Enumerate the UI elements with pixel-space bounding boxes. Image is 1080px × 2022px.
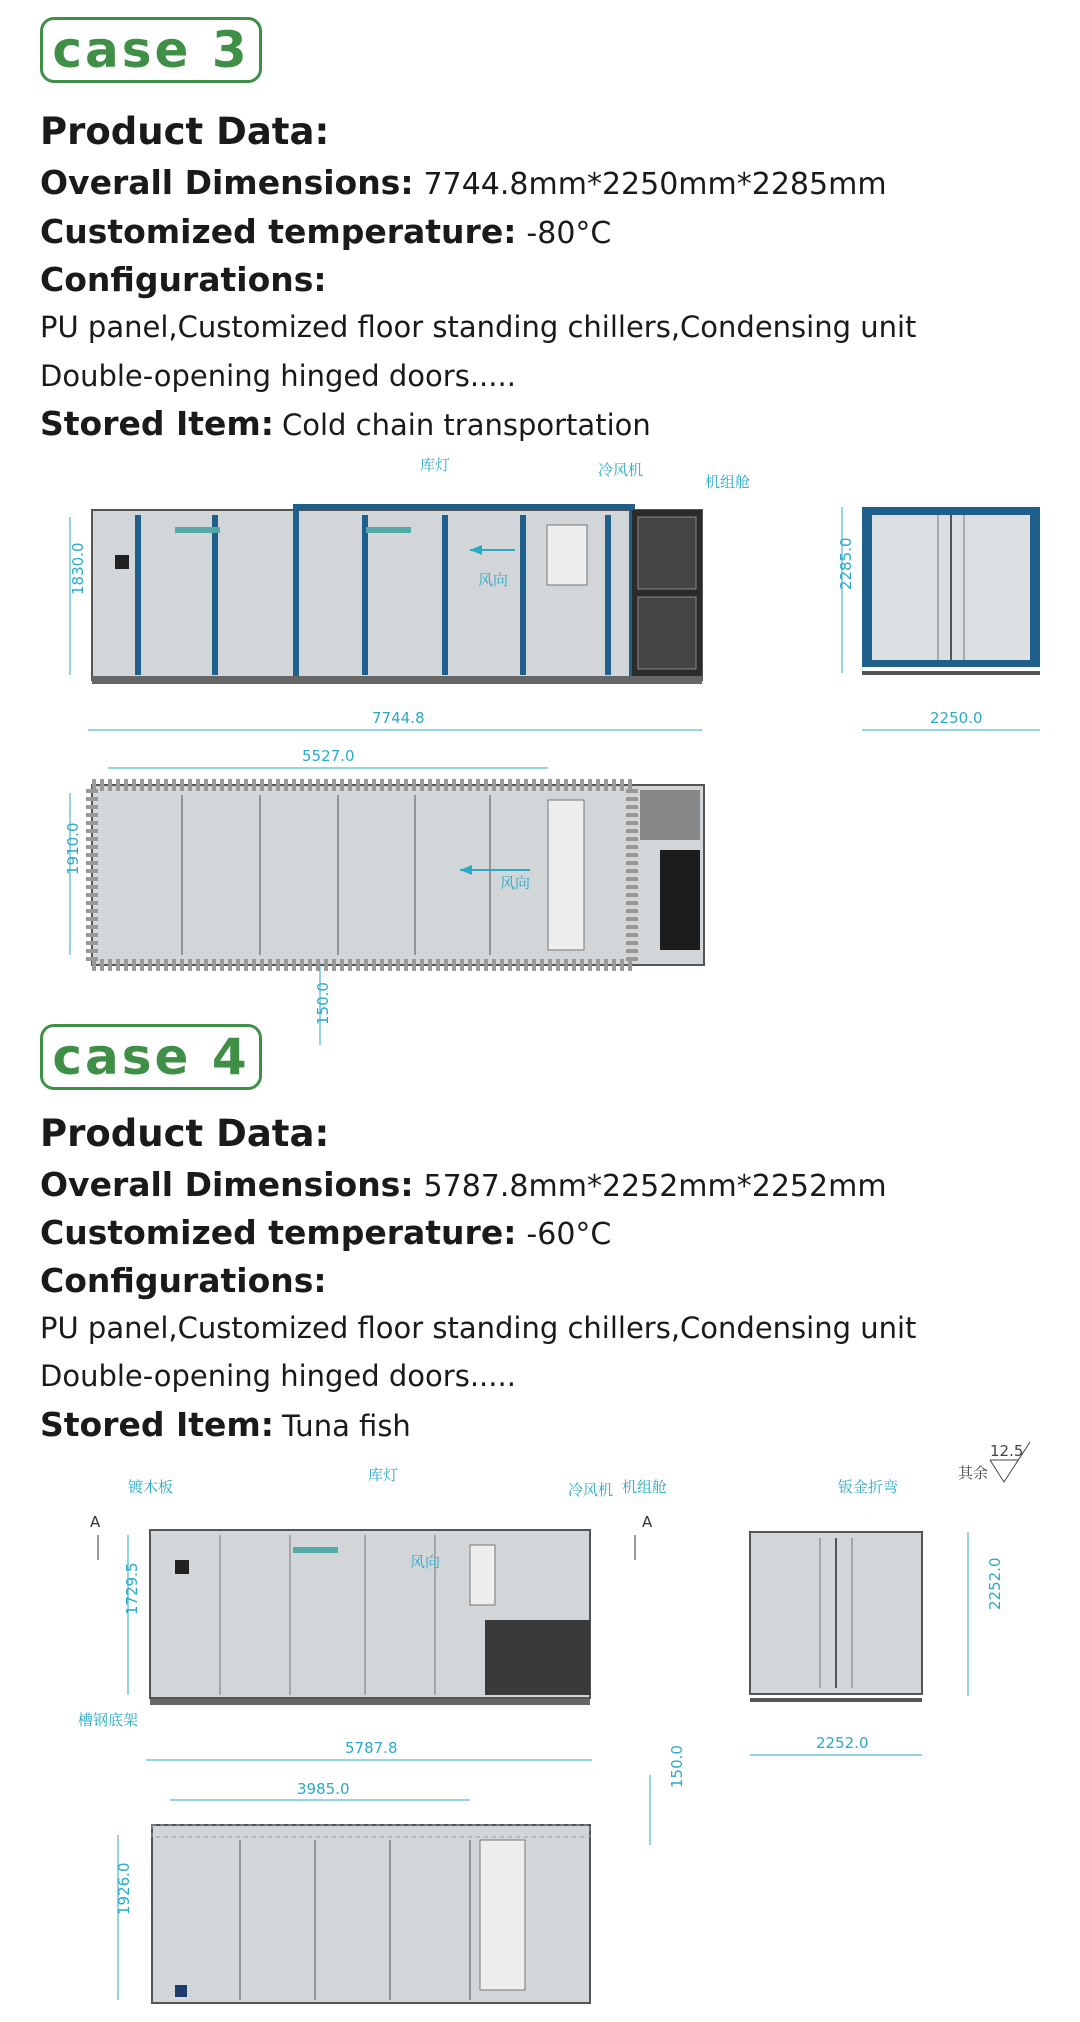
inner-length-dimension: 3985.0 [297, 1780, 350, 1798]
config-label: Configurations: [40, 1261, 327, 1300]
case-3-config-label [40, 260, 327, 299]
case-4-title: Product Data: [40, 1112, 330, 1155]
dimensions-label: Overall Dimensions: [40, 1165, 414, 1204]
height-dimension: 1729.5 [123, 1562, 141, 1615]
case-3-config-line-2: Double-opening hinged doors..... [40, 359, 516, 393]
stored-value: Tuna fish [282, 1409, 411, 1443]
sheet-metal-label: 钣金折弯 [838, 1478, 899, 1496]
airflow-label-2: 风向 [500, 874, 531, 892]
case-3-side-elevation [837, 507, 1040, 730]
section-a-left: A [90, 1513, 101, 1531]
side-height-dimension: 2252.0 [986, 1557, 1004, 1610]
unit-bay-label: 机组舱 [705, 473, 751, 491]
plan-width-dimension: 1910.0 [64, 822, 82, 875]
case-3-badge: case 3 [40, 17, 262, 83]
case-3-temperature [40, 212, 611, 251]
stored-label: Stored Item: [40, 1405, 274, 1444]
dimensions-label: Overall Dimensions: [40, 163, 414, 202]
case-4-temperature [40, 1213, 611, 1252]
section-a-right: A [642, 1513, 653, 1531]
dimensions-value: 7744.8mm*2250mm*2285mm [423, 167, 887, 202]
case-4-config-line-1: PU panel,Customized floor standing chillers,Condensing unit [40, 1311, 917, 1345]
case-4-front-elevation [78, 1466, 667, 1760]
case-4-config-label [40, 1261, 327, 1300]
case-3-drawings [0, 455, 1080, 1045]
airflow-label: 风向 [410, 1553, 441, 1571]
case-4-dimensions [40, 1165, 887, 1204]
case-3-dimensions [40, 163, 887, 202]
offset-dimension: 150.0 [668, 1745, 686, 1788]
side-width-dimension: 2252.0 [816, 1734, 869, 1752]
length-dimension: 5787.8 [345, 1739, 398, 1757]
height-dimension: 1830.0 [69, 542, 87, 595]
roughness-symbol [958, 1442, 1030, 1482]
temperature-label: Customized temperature: [40, 212, 517, 251]
side-width-dimension: 2250.0 [930, 709, 983, 727]
airflow-label: 风向 [478, 571, 509, 589]
config-label: Configurations: [40, 260, 327, 299]
case-3-stored-item [40, 404, 651, 443]
case-3-title: Product Data: [40, 110, 330, 153]
lamp-label: 库灯 [368, 1466, 399, 1484]
case-4-side-elevation [750, 1478, 1004, 1755]
inner-length-dimension: 5527.0 [302, 747, 355, 765]
case-3-plan-view [64, 747, 704, 1045]
cooler-label: 冷风机 [598, 461, 644, 479]
unit-bay-label: 机组舱 [622, 1478, 668, 1496]
case-3-front-elevation [69, 456, 750, 730]
temperature-value: -80°C [526, 216, 612, 251]
base-label: 槽钢底架 [78, 1711, 139, 1729]
stored-label: Stored Item: [40, 404, 274, 443]
case-4-config-line-2: Double-opening hinged doors..... [40, 1359, 516, 1393]
case-4-plan-view [115, 1745, 686, 2003]
case-4-drawings [0, 1420, 1080, 2022]
offset-dimension: 150.0 [314, 982, 332, 1025]
stored-value: Cold chain transportation [282, 408, 651, 442]
rest-label: 其余 [958, 1464, 989, 1482]
roughness-value: 12.5 [990, 1442, 1024, 1460]
cooler-label: 冷风机 [568, 1481, 614, 1499]
temperature-label: Customized temperature: [40, 1213, 517, 1252]
temperature-value: -60°C [526, 1217, 612, 1252]
lamp-label: 库灯 [420, 456, 451, 474]
wood-label: 镀木板 [128, 1478, 174, 1496]
length-dimension: 7744.8 [372, 709, 425, 727]
dimensions-value: 5787.8mm*2252mm*2252mm [423, 1169, 887, 1204]
case-3-config-line-1: PU panel,Customized floor standing chillers,Condensing unit [40, 310, 917, 344]
side-height-dimension: 2285.0 [837, 537, 855, 590]
case-4-badge: case 4 [40, 1024, 262, 1090]
plan-width-dimension: 1926.0 [115, 1862, 133, 1915]
